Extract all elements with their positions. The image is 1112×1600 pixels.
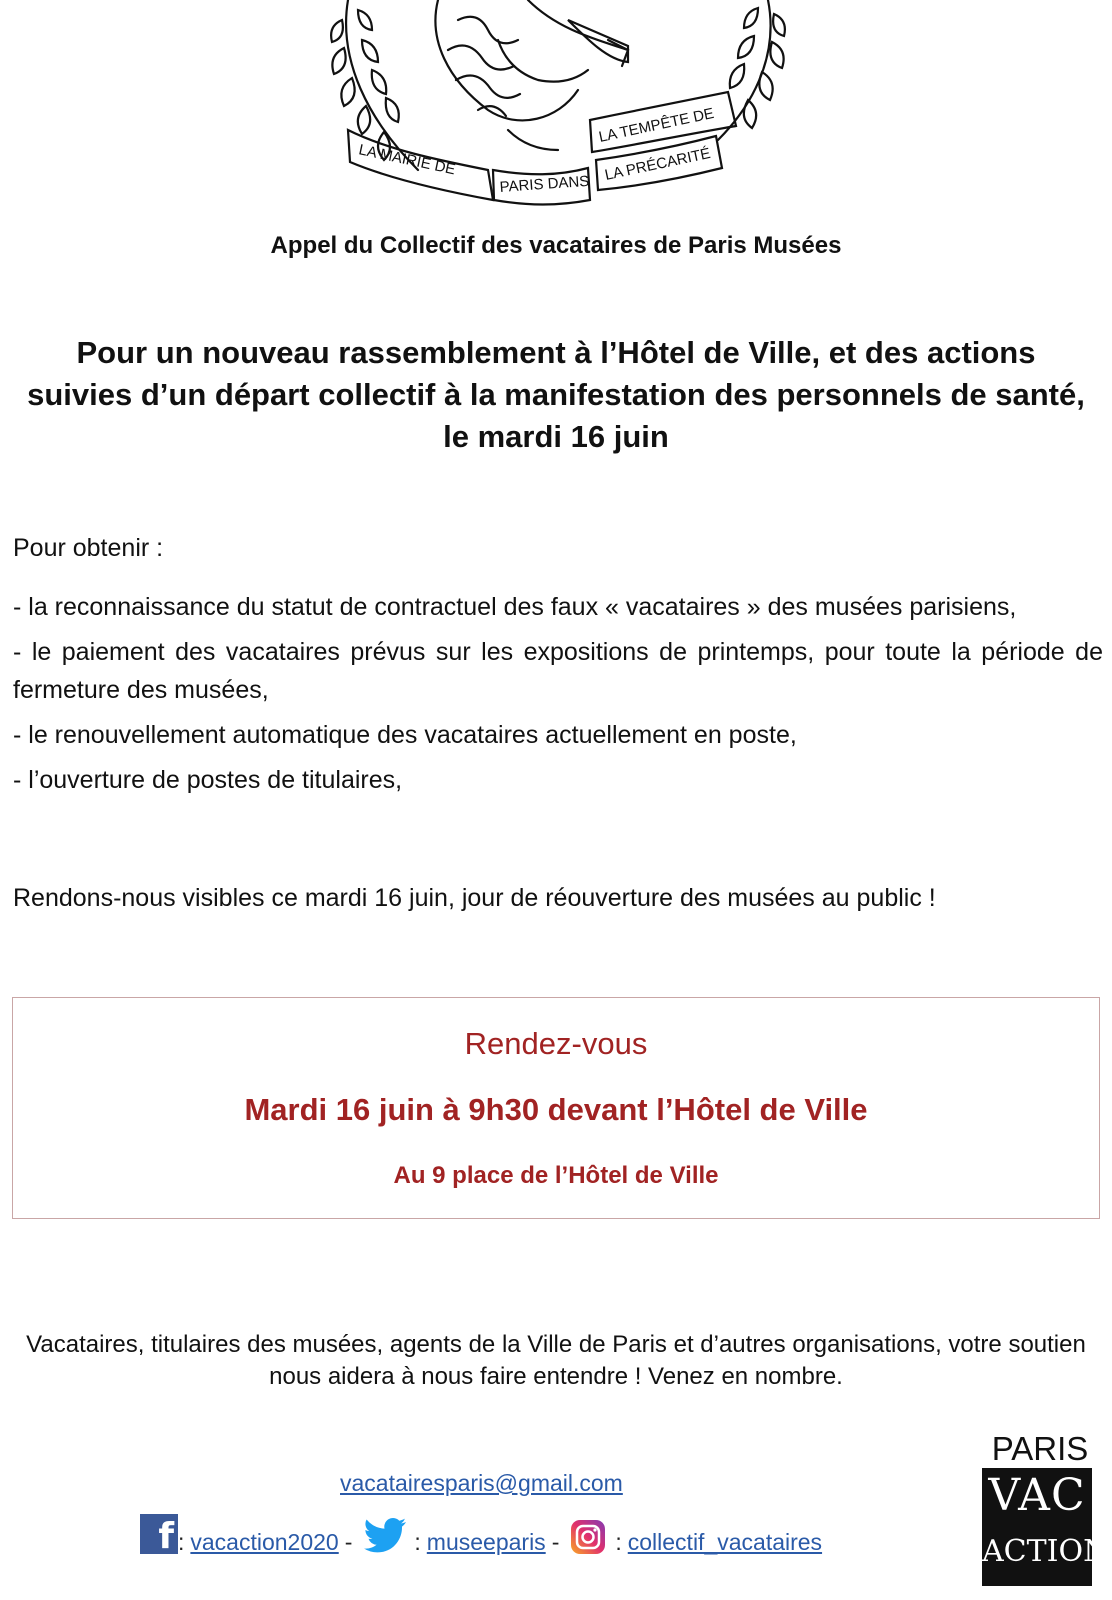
twitter-colon: : <box>414 1529 421 1555</box>
vacaction-logo <box>980 1430 1110 1590</box>
rendezvous-address: Au 9 place de l’Hôtel de Ville <box>393 1162 719 1189</box>
document-subtitle: Appel du Collectif des vacataires de Paris Musées <box>270 232 842 259</box>
instagram-link[interactable]: collectif_vacataires <box>627 1529 823 1555</box>
brand-paris: PARIS <box>991 1430 1089 1467</box>
call-to-action: Rendons-nous visibles ce mardi 16 juin, jour de réouverture des musées au public ! <box>13 884 936 912</box>
demands-list <box>13 588 1103 806</box>
social-links <box>140 1514 822 1556</box>
instagram-icon[interactable] <box>569 1518 607 1556</box>
facebook-icon[interactable]: f <box>140 1514 178 1554</box>
separator: - <box>344 1529 353 1555</box>
document-headline: Pour un nouveau rassemblement à l’Hôtel de Ville, et des actions suivies d’un départ collectif à la manifestation des personnels de santé, le mardi 16 juin <box>27 335 1085 454</box>
banner-right-top-text: LA TEMPÊTE DE <box>597 104 716 146</box>
demand-item: - la reconnaissance du statut de contractuel des faux « vacataires » des musées parisiens, <box>13 593 1017 621</box>
facebook-link[interactable]: vacaction2020 <box>190 1529 339 1555</box>
facebook-colon: : <box>178 1529 185 1555</box>
email-link[interactable]: vacatairesparis@gmail.com <box>340 1470 623 1496</box>
support-message: Vacataires, titulaires des musées, agents de la Ville de Paris et d’autres organisations, votre soutien nous aidera à nous faire entendre ! Venez en nombre. <box>26 1331 1086 1390</box>
instagram-colon: : <box>615 1529 622 1555</box>
rendezvous-box <box>12 997 1100 1219</box>
rendezvous-datetime: Mardi 16 juin à 9h30 devant l’Hôtel de Ville <box>244 1092 868 1127</box>
rendezvous-title: Rendez-vous <box>464 1026 648 1061</box>
twitter-icon[interactable] <box>362 1516 408 1556</box>
banner-left-text: LA MAIRIE DE <box>357 141 457 179</box>
demand-item: - le renouvellement automatique des vacataires actuellement en poste, <box>13 721 797 749</box>
demand-item: - l’ouverture de postes de titulaires, <box>13 766 403 794</box>
brand-vac: VAC <box>988 1470 1086 1521</box>
demands-intro: Pour obtenir : <box>13 534 164 562</box>
demand-item: - le paiement des vacataires prévus sur les expositions de printemps, pour toute la période de fermeture des musées, <box>13 638 1103 704</box>
header-illustration <box>328 0 788 214</box>
banner-mid-text: PARIS DANS <box>499 172 590 196</box>
banner-right-bottom-text: LA PRÉCARITÉ <box>603 144 713 184</box>
separator: - <box>551 1529 560 1555</box>
brand-action: ACTION <box>982 1534 1110 1569</box>
twitter-link[interactable]: museeparis <box>426 1529 546 1555</box>
brand-block <box>982 1468 1110 1586</box>
